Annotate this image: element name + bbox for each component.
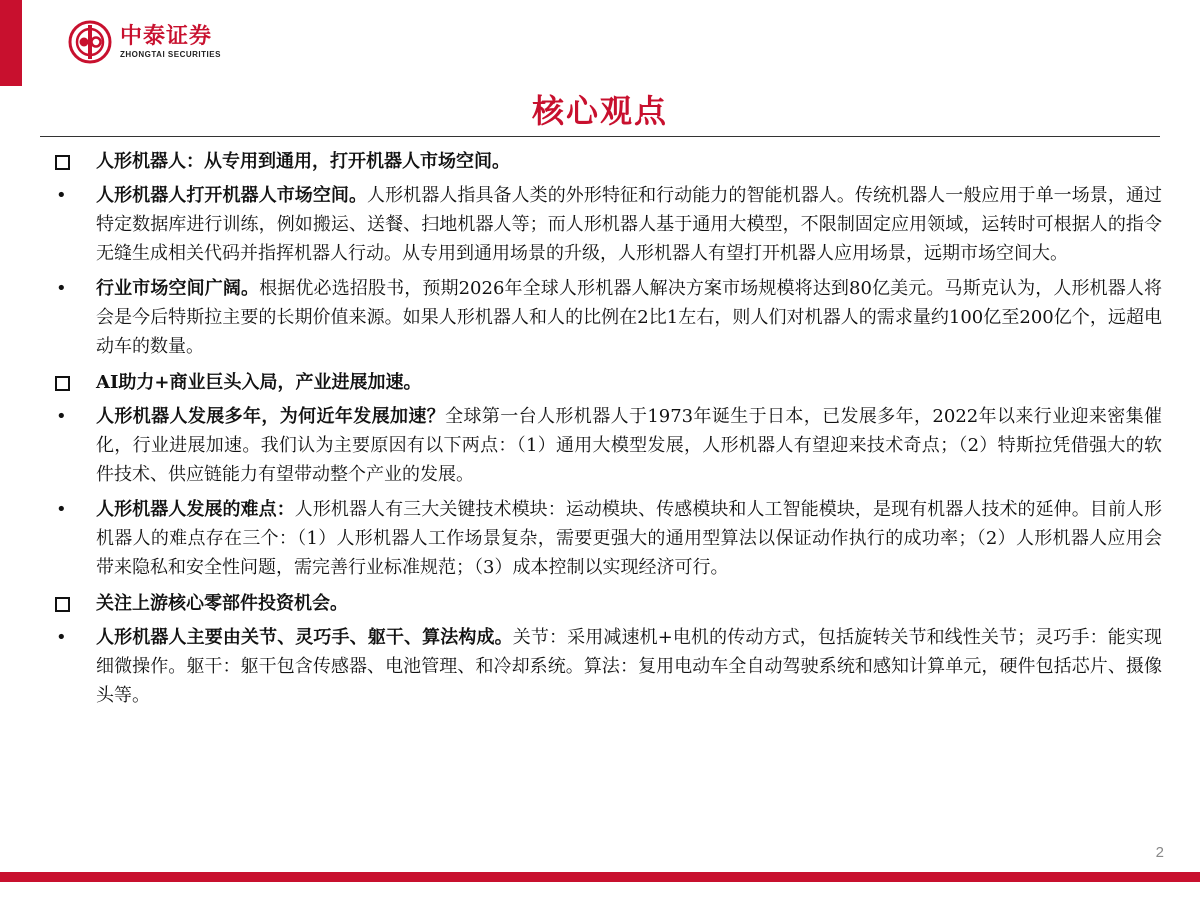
- zhongtai-logo-icon: [68, 20, 112, 64]
- bullet-lead: 行业市场空间广阔。: [96, 278, 260, 299]
- bullet-dot-icon: •: [56, 499, 67, 520]
- bullet-body: 根据优必选招股书，预期2026年全球人形机器人解决方案市场规模将达到80亿美元。马斯克认为，人形机器人将会是今后特斯拉主要的长期价值来源。如果人形机器人和人的比例在2比1左右，则人们对机器人的需求量约100亿至200亿个，远超电动车的数量。: [96, 278, 1162, 357]
- bullet-body: 人形机器人有三大关键技术模块：运动模块、传感模块和人工智能模块，是现有机器人技术的延伸。目前人形机器人的难点存在三个：（1）人形机器人工作场景复杂，需要更强大的通用型算法以保证动作执行的成功率；（2）人形机器人应用会带来隐私和安全性问题，需完善行业标准规范；（3）成本控制以实现经济可行。: [96, 499, 1163, 578]
- bullet-text: [96, 181, 1162, 268]
- section-heading-text: 人形机器人：从专用到通用，打开机器人市场空间。: [96, 151, 510, 172]
- bullet-dot-icon: •: [56, 278, 67, 299]
- bullet-body: 人形机器人指具备人类的外形特征和行动能力的智能机器人。传统机器人一般应用于单一场景，通过特定数据库进行训练，例如搬运、送餐、扫地机器人等；而人形机器人基于通用大模型，不限制固定应用领域，运转时可根据人的指令无缝生成相关代码并指挥机器人行动。从专用到通用场景的升级，人形机器人有望打开机器人应用场景，远期市场空间大。: [96, 185, 1163, 264]
- checkbox-square-icon: [55, 155, 70, 170]
- section-ai-industry-acceleration: [52, 367, 1162, 582]
- bullet-dot-icon: •: [56, 627, 67, 648]
- bullet-body: 全球第一台人形机器人于1973年诞生于日本，已发展多年，2022年以来行业迎来密集催化，行业进展加速。我们认为主要原因有以下两点：（1）通用大模型发展，人形机器人有望迎来技术奇点；（2）特斯拉凭借强大的软件技术、供应链能力有望带动整个产业的发展。: [96, 406, 1162, 485]
- bullet-item: [52, 495, 1162, 582]
- bullet-body: 关节：采用减速机+电机的传动方式，包括旋转关节和线性关节；灵巧手：能实现细微操作。躯干：躯干包含传感器、电池管理、和冷却系统。算法：复用电动车全自动驾驶系统和感知计算单元，硬件包括芯片、摄像头等。: [96, 627, 1162, 706]
- title-divider: [40, 136, 1160, 137]
- brand-name-en: ZHONGTAI SECURITIES: [120, 50, 221, 59]
- section-humanoid-market: [52, 146, 1162, 361]
- brand-name-cn: 中泰证券: [120, 24, 213, 49]
- bullet-item: [52, 623, 1162, 710]
- bullet-lead: 人形机器人发展的难点：: [96, 499, 295, 520]
- bullet-item: [52, 181, 1162, 268]
- key-points-content: [52, 146, 1162, 716]
- bullet-lead: 人形机器人主要由关节、灵巧手、躯干、算法构成。: [96, 627, 513, 648]
- bullet-text: [96, 274, 1162, 361]
- bullet-dot-icon: •: [56, 406, 67, 427]
- checkbox-square-icon: [55, 376, 70, 391]
- page-number: 2: [1155, 844, 1164, 861]
- bullet-item: [52, 402, 1162, 489]
- checkbox-square-icon: [55, 597, 70, 612]
- bullet-dot-icon: •: [56, 185, 67, 206]
- brand-accent-bar: [0, 0, 22, 86]
- section-heading: [52, 146, 1162, 178]
- bullet-lead: 人形机器人发展多年，为何近年发展加速？: [96, 406, 446, 427]
- section-heading-text: 关注上游核心零部件投资机会。: [96, 593, 348, 614]
- section-heading-text: AI助力+商业巨头入局，产业进展加速。: [96, 372, 422, 393]
- bullet-lead: 人形机器人打开机器人市场空间。: [96, 185, 368, 206]
- bullet-text: [96, 623, 1162, 710]
- section-heading: [52, 588, 1162, 620]
- bullet-item: [52, 274, 1162, 361]
- section-upstream-components: [52, 588, 1162, 710]
- bullet-text: [96, 495, 1162, 582]
- section-heading: [52, 367, 1162, 399]
- page-title: 核心观点: [531, 92, 668, 130]
- bullet-text: [96, 402, 1162, 489]
- company-logo: [68, 20, 221, 64]
- footer-accent-bar: [0, 872, 1200, 882]
